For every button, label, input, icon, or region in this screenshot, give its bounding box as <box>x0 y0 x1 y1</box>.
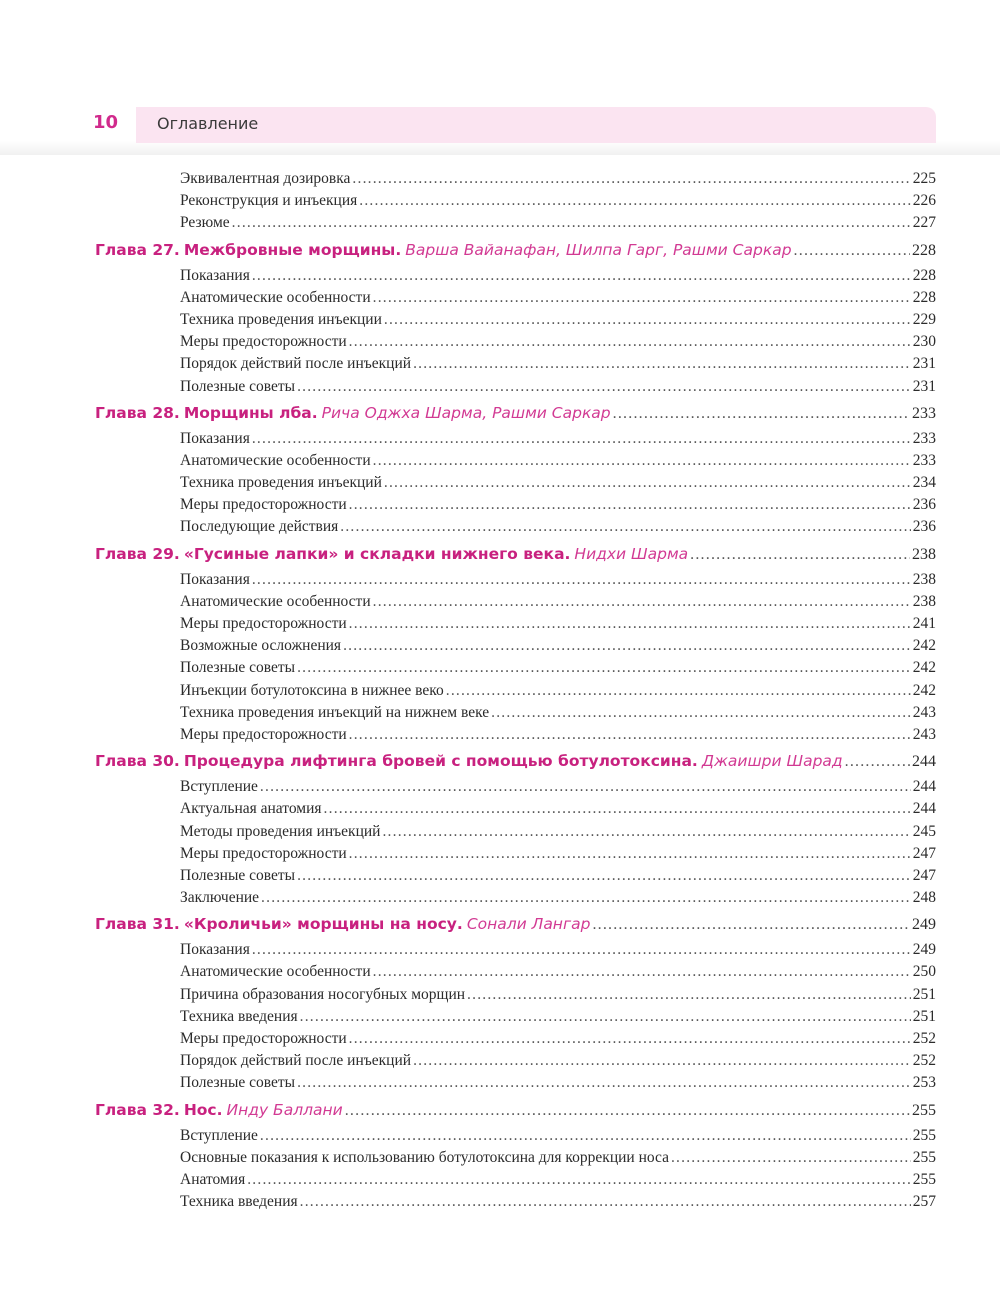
chapter-title: «Гусиные лапки» и складки нижнего века. <box>183 544 571 563</box>
toc-entry[interactable] <box>0 190 1000 212</box>
chapter-page: 255 <box>912 1101 936 1119</box>
toc-entry[interactable] <box>0 591 1000 613</box>
toc-entry-page: 236 <box>912 496 936 514</box>
chapter-heading[interactable] <box>0 1095 1000 1125</box>
toc-entry[interactable] <box>0 613 1000 635</box>
toc-entry-title: Методы проведения инъекций <box>180 822 381 840</box>
toc-entry[interactable] <box>0 843 1000 865</box>
toc-entry[interactable] <box>0 724 1000 746</box>
toc-entry-page: 252 <box>912 1030 936 1047</box>
dot-leader <box>349 1028 911 1050</box>
toc-entry-title: Меры предосторожности <box>180 333 347 351</box>
chapter-title: Нос. <box>183 1100 223 1119</box>
toc-entry-page: 228 <box>912 266 936 284</box>
dot-leader <box>297 657 911 679</box>
chapter-title: Морщины лба. <box>183 403 318 422</box>
toc-entry-title: Техника проведения инъекций <box>180 474 382 492</box>
chapter-page: 249 <box>912 916 936 934</box>
toc-entry-page: 229 <box>912 310 936 328</box>
dot-leader <box>260 776 911 798</box>
toc-entry-page: 247 <box>912 866 936 884</box>
toc-entry[interactable] <box>0 265 1000 287</box>
dot-leader <box>232 212 911 234</box>
toc-entry[interactable] <box>0 798 1000 820</box>
toc-entry-title: Анатомические особенности <box>180 451 371 469</box>
dot-leader <box>252 265 911 287</box>
chapter-heading-text <box>95 235 792 265</box>
chapter-heading[interactable] <box>0 235 1000 265</box>
chapter-heading-text <box>95 539 688 569</box>
chapter-page: 238 <box>912 545 936 563</box>
toc-entry-page: 249 <box>912 941 936 959</box>
toc-entry-page: 243 <box>912 725 936 743</box>
dot-leader <box>252 939 911 961</box>
toc-entry[interactable] <box>0 702 1000 724</box>
toc-entry-page: 250 <box>912 963 936 981</box>
toc-entry-page: 244 <box>912 778 936 796</box>
toc-entry-title: Анатомия <box>180 1170 246 1188</box>
dot-leader <box>413 353 911 375</box>
chapter-title: Процедура лифтинга бровей с помощью ботулотоксина. <box>183 752 698 771</box>
toc-entry-title: Показания <box>180 570 250 588</box>
dot-leader <box>349 613 911 635</box>
toc-entry-page: 231 <box>912 355 936 373</box>
toc-entry-title: Техника проведения инъекций на нижнем веке <box>180 703 490 721</box>
toc-entry-title: Реконструкция и инъекция <box>180 192 358 210</box>
toc-entry-title: Меры предосторожности <box>180 844 347 862</box>
dot-leader <box>349 331 911 353</box>
toc-entry-title: Полезные советы <box>180 659 296 677</box>
toc-entry-page: 234 <box>912 474 936 492</box>
toc-entry-page: 236 <box>912 518 936 536</box>
toc-entry[interactable] <box>0 1169 1000 1191</box>
toc-entry[interactable] <box>0 494 1000 516</box>
toc-entry[interactable] <box>0 287 1000 309</box>
toc-entry[interactable] <box>0 635 1000 657</box>
dot-leader <box>592 910 910 939</box>
dot-leader <box>491 702 911 724</box>
toc-entry[interactable] <box>0 961 1000 983</box>
toc-entry[interactable] <box>0 887 1000 909</box>
toc-entry[interactable] <box>0 821 1000 843</box>
toc-entry-page: 243 <box>912 703 936 721</box>
toc-entry[interactable] <box>0 516 1000 538</box>
chapter-number: Глава 31. <box>95 915 180 934</box>
toc-entry-page: 238 <box>912 570 936 588</box>
toc-entry-title: Основные показания к использованию ботулотоксина для коррекции носа <box>180 1148 669 1166</box>
toc-entry-page: 242 <box>912 637 936 655</box>
toc-entry-title: Вступление <box>180 1126 258 1144</box>
chapter-authors: Рича Оджха Шарма, Рашми Саркар <box>321 403 611 422</box>
toc-entry-title: Техника введения <box>180 1193 298 1211</box>
chapter-number: Глава 29. <box>95 544 180 563</box>
chapter-number: Глава 30. <box>95 752 180 771</box>
toc-entry[interactable] <box>0 1191 1000 1213</box>
dot-leader <box>382 821 910 843</box>
dot-leader <box>300 1191 911 1213</box>
toc-entry[interactable] <box>0 428 1000 450</box>
toc-entry-page: 257 <box>912 1193 936 1211</box>
chapter-authors: Сонали Лангар <box>466 915 591 934</box>
toc-entry-page: 227 <box>912 214 936 232</box>
dot-leader <box>297 865 911 887</box>
toc-entry-page: 255 <box>912 1148 936 1166</box>
dot-leader <box>300 1006 911 1028</box>
toc-entry[interactable] <box>0 1006 1000 1028</box>
toc-entry-title: Порядок действий после инъекций <box>180 355 412 373</box>
dot-leader <box>340 516 910 538</box>
toc-entry-title: Резюме <box>180 214 230 232</box>
dot-leader <box>345 1096 910 1125</box>
dot-leader <box>343 635 911 657</box>
toc-entry-title: Актуальная анатомия <box>180 800 322 818</box>
toc-entry-title: Показания <box>180 429 250 447</box>
toc-entry-title: Меры предосторожности <box>180 615 347 632</box>
chapter-number: Глава 27. <box>95 240 180 259</box>
toc-entry-page: 231 <box>912 377 936 395</box>
toc-entry[interactable] <box>0 657 1000 679</box>
toc-entry-page: 255 <box>912 1170 936 1188</box>
toc-entry-title: Меры предосторожности <box>180 496 347 514</box>
chapter-title: Межбровные морщины. <box>183 240 402 259</box>
toc-entry[interactable] <box>0 331 1000 353</box>
toc-entry[interactable] <box>0 309 1000 331</box>
toc-entry[interactable] <box>0 680 1000 702</box>
toc-entry[interactable] <box>0 1147 1000 1169</box>
toc-entry-page: 238 <box>912 592 936 610</box>
toc-entry[interactable] <box>0 865 1000 887</box>
dot-leader <box>352 168 910 190</box>
chapter-heading-text <box>95 398 611 428</box>
toc-entry-page: 233 <box>912 429 936 447</box>
dot-leader <box>690 540 910 569</box>
chapter-title: «Кроличьи» морщины на носу. <box>183 915 463 934</box>
toc-entry-page: 253 <box>912 1074 936 1092</box>
chapter-number: Глава 32. <box>95 1100 180 1119</box>
toc-entry-title: Анатомические особенности <box>180 288 371 306</box>
dot-leader <box>297 376 911 398</box>
toc-entry-page: 245 <box>912 822 936 840</box>
dot-leader <box>467 984 911 1006</box>
dot-leader <box>613 399 910 428</box>
page-title: Оглавление <box>157 114 259 133</box>
toc-entry-page: 242 <box>912 681 936 699</box>
toc-entry[interactable] <box>0 472 1000 494</box>
toc-entry-title: Полезные советы <box>180 377 296 395</box>
dot-leader <box>373 287 911 309</box>
toc-entry-page: 244 <box>912 800 936 818</box>
dot-leader <box>349 843 911 865</box>
dot-leader <box>373 591 911 613</box>
dot-leader <box>671 1147 911 1169</box>
chapter-authors: Варша Вайанафан, Шилпа Гарг, Рашми Саркар <box>405 240 792 259</box>
toc-entry[interactable] <box>0 376 1000 398</box>
toc-entry-page: 251 <box>912 985 936 1003</box>
toc-entry[interactable] <box>0 776 1000 798</box>
chapter-authors: Нидхи Шарма <box>574 544 689 563</box>
toc-entry[interactable] <box>0 212 1000 234</box>
dot-leader <box>247 1169 911 1191</box>
chapter-authors: Инду Баллани <box>226 1100 343 1119</box>
chapter-heading[interactable] <box>0 746 1000 776</box>
table-of-contents <box>0 168 1000 1213</box>
chapter-heading[interactable] <box>0 909 1000 939</box>
dot-leader <box>324 798 911 820</box>
toc-entry-title: Причина образования носогубных морщин <box>180 985 466 1003</box>
toc-entry-title: Показания <box>180 266 250 284</box>
toc-entry-title: Меры предосторожности <box>180 725 347 743</box>
toc-entry[interactable] <box>0 1072 1000 1094</box>
dot-leader <box>252 569 911 591</box>
toc-entry-title: Заключение <box>180 889 260 907</box>
dot-leader <box>446 680 911 702</box>
chapter-heading-text <box>95 909 590 939</box>
dot-leader <box>359 190 910 212</box>
toc-entry-page: 230 <box>912 333 936 351</box>
toc-entry-page: 241 <box>912 615 936 632</box>
toc-entry-page: 226 <box>912 192 936 210</box>
dot-leader <box>845 747 910 776</box>
toc-entry-page: 255 <box>912 1126 936 1144</box>
toc-entry-page: 247 <box>912 844 936 862</box>
toc-entry-page: 252 <box>912 1052 936 1070</box>
toc-entry-title: Порядок действий после инъекций <box>180 1052 412 1070</box>
toc-entry-page: 225 <box>912 170 936 187</box>
dot-leader <box>384 472 911 494</box>
chapter-heading-text <box>95 1095 343 1125</box>
chapter-page: 233 <box>912 404 936 422</box>
toc-entry-title: Вступление <box>180 778 258 796</box>
dot-leader <box>794 236 910 265</box>
chapter-number: Глава 28. <box>95 403 180 422</box>
toc-entry[interactable] <box>0 450 1000 472</box>
toc-entry-title: Последующие действия <box>180 518 339 536</box>
toc-entry[interactable] <box>0 1028 1000 1050</box>
toc-entry-title: Меры предосторожности <box>180 1030 347 1047</box>
toc-entry-page: 242 <box>912 659 936 677</box>
toc-entry-title: Техника введения <box>180 1007 298 1025</box>
toc-entry-page: 233 <box>912 451 936 469</box>
chapter-page: 244 <box>912 753 936 771</box>
toc-entry-page: 248 <box>912 889 936 907</box>
dot-leader <box>413 1050 911 1072</box>
toc-entry-page: 228 <box>912 288 936 306</box>
toc-entry-title: Полезные советы <box>180 1074 296 1092</box>
toc-entry[interactable] <box>0 353 1000 375</box>
toc-entry[interactable] <box>0 569 1000 591</box>
dot-leader <box>384 309 911 331</box>
chapter-heading[interactable] <box>0 398 1000 428</box>
dot-leader <box>252 428 911 450</box>
toc-entry[interactable] <box>0 168 1000 190</box>
toc-entry-title: Техника проведения инъекции <box>180 310 382 328</box>
dot-leader <box>349 494 911 516</box>
toc-entry-title: Полезные советы <box>180 866 296 884</box>
toc-entry-title: Анатомические особенности <box>180 592 371 610</box>
dot-leader <box>261 887 911 909</box>
toc-entry-title: Эквивалентная дозировка <box>180 170 351 187</box>
toc-entry-title: Показания <box>180 941 250 959</box>
toc-entry[interactable] <box>0 1125 1000 1147</box>
chapter-heading[interactable] <box>0 539 1000 569</box>
toc-entry-title: Возможные осложнения <box>180 637 342 655</box>
dot-leader <box>260 1125 911 1147</box>
toc-entry-title: Анатомические особенности <box>180 963 371 981</box>
chapter-page: 228 <box>912 241 936 259</box>
dot-leader <box>373 450 911 472</box>
toc-entry[interactable] <box>0 1050 1000 1072</box>
toc-entry[interactable] <box>0 939 1000 961</box>
dot-leader <box>297 1072 911 1094</box>
chapter-authors: Джаишри Шарад <box>701 752 843 771</box>
toc-entry[interactable] <box>0 984 1000 1006</box>
chapter-heading-text <box>95 746 843 776</box>
dot-leader <box>349 724 911 746</box>
dot-leader <box>373 961 911 983</box>
page-number: 10 <box>93 112 119 133</box>
toc-entry-page: 251 <box>912 1007 936 1025</box>
toc-entry-title: Инъекции ботулотоксина в нижнее веко <box>180 681 444 699</box>
